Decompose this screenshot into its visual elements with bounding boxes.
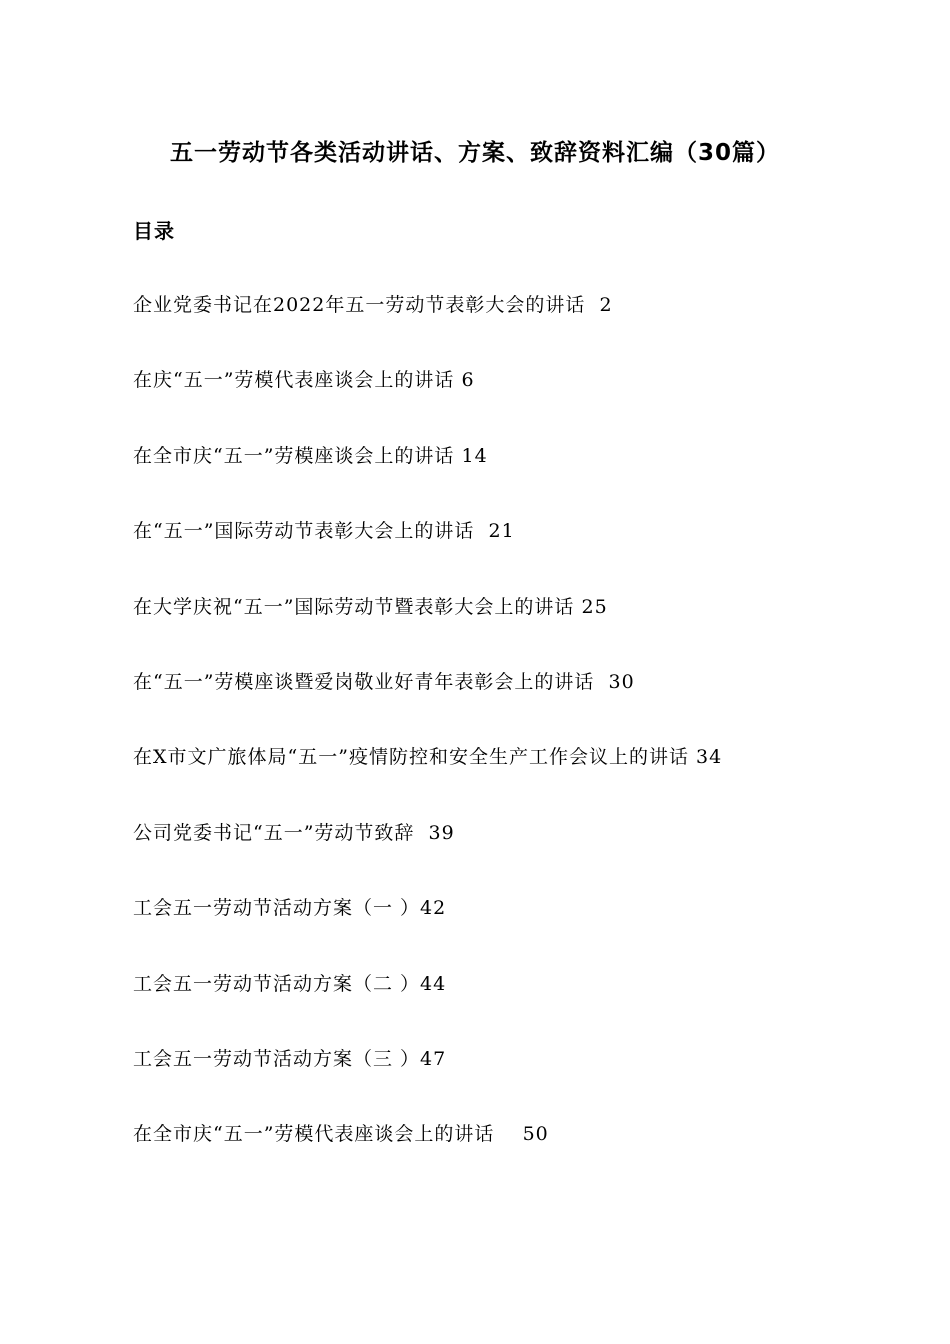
toc-entry-title: 在X市文广旅体局“五一”疫情防控和安全生产工作会议上的讲话 — [133, 746, 689, 769]
toc-entry-title: 在“五一”国际劳动节表彰大会上的讲话 — [133, 520, 475, 543]
toc-entry-page: 44 — [420, 972, 447, 995]
toc-entry-page: 30 — [594, 670, 635, 693]
toc-entry[interactable] — [133, 818, 722, 893]
toc-entry-page: 42 — [420, 897, 447, 920]
toc-entry-title: 工会五一劳动节活动方案（二 ） — [133, 972, 421, 995]
toc-entry-title: 在庆“五一”劳模代表座谈会上的讲话 — [133, 369, 455, 392]
toc-entry[interactable] — [133, 290, 722, 365]
toc-entry-page: 25 — [574, 595, 608, 618]
toc-entry-page: 21 — [474, 520, 515, 543]
toc-heading: 目录 — [133, 219, 175, 243]
toc-entry-page: 34 — [688, 746, 723, 769]
toc-entry-page: 2 — [585, 294, 613, 316]
toc-entry-title: 公司党委书记“五一”劳动节致辞 — [133, 821, 415, 844]
toc-entry[interactable] — [133, 1119, 722, 1194]
toc-entry[interactable] — [133, 667, 722, 742]
toc-entry[interactable] — [133, 441, 722, 516]
toc-entry-page: 47 — [420, 1047, 447, 1070]
toc-entry[interactable] — [133, 893, 722, 968]
toc-entry-title: 工会五一劳动节活动方案（三 ） — [133, 1047, 421, 1070]
toc-entry[interactable] — [133, 516, 722, 591]
toc-entry-title: 在大学庆祝“五一”国际劳动节暨表彰大会上的讲话 — [133, 595, 575, 618]
toc-entry-page: 14 — [454, 444, 488, 467]
toc-entry[interactable] — [133, 1044, 722, 1119]
toc-entry-title: 在“五一”劳模座谈暨爱岗敬业好青年表彰会上的讲话 — [133, 670, 595, 693]
toc-entry-title: 企业党委书记在2022年五一劳动节表彰大会的讲话 — [133, 294, 586, 316]
toc-entry[interactable] — [133, 742, 722, 817]
toc-entry[interactable] — [133, 365, 722, 440]
toc-entry-page: 39 — [414, 821, 455, 844]
toc-entry-page: 6 — [454, 369, 475, 392]
toc-entry[interactable] — [133, 592, 722, 667]
toc-entry-title: 在全市庆“五一”劳模代表座谈会上的讲话 — [133, 1123, 495, 1146]
toc-entry-page: 50 — [494, 1123, 549, 1146]
table-of-contents — [133, 290, 722, 1195]
toc-entry-title: 工会五一劳动节活动方案（一 ） — [133, 897, 421, 920]
toc-entry-title: 在全市庆“五一”劳模座谈会上的讲话 — [133, 444, 455, 467]
document-title: 五一劳动节各类活动讲话、方案、致辞资料汇编（30篇） — [169, 140, 780, 166]
toc-entry[interactable] — [133, 969, 722, 1044]
